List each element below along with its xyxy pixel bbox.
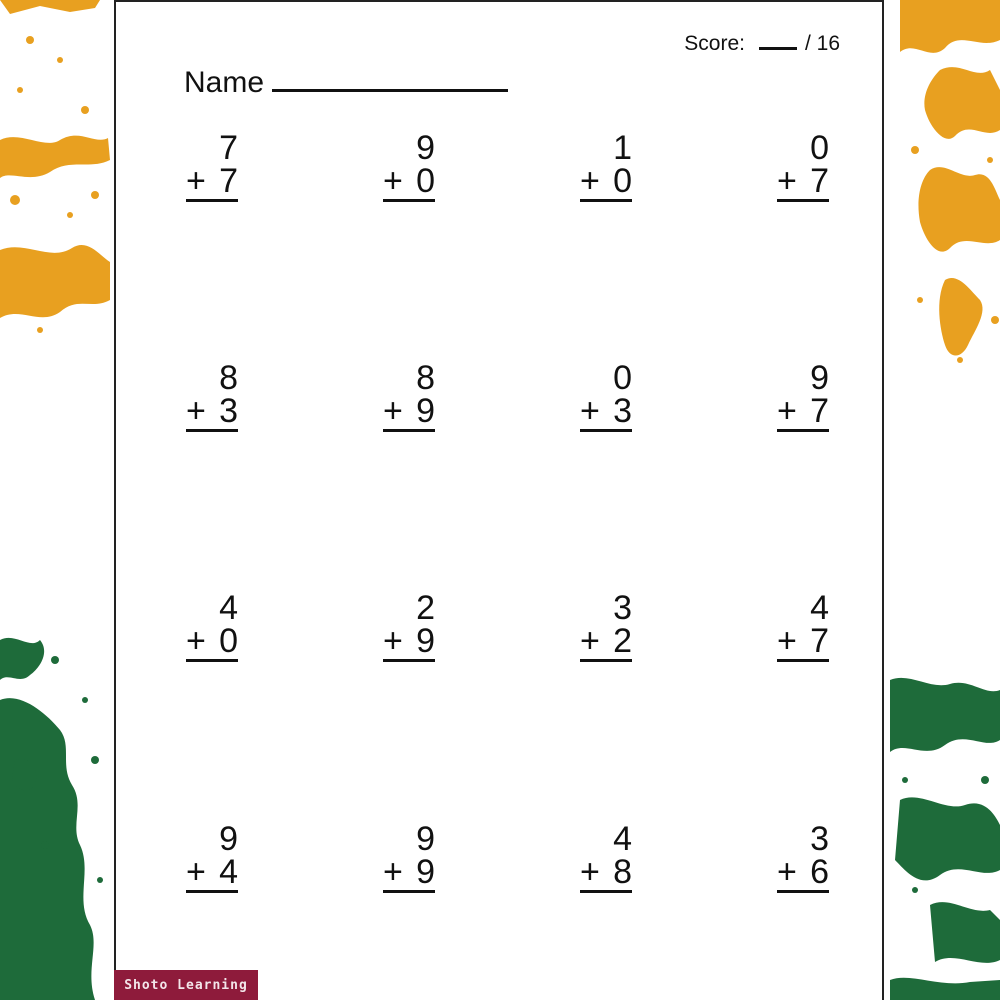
addition-problem — [383, 820, 435, 893]
plus-sign: + — [383, 162, 403, 200]
problem-bottom-row — [777, 392, 829, 432]
problem-top-number: 9 — [219, 820, 238, 858]
green-splatter-left — [0, 638, 103, 1000]
addition-problem — [580, 129, 632, 202]
plus-sign: + — [186, 622, 206, 660]
plus-sign: + — [580, 162, 600, 200]
problem-bottom-row — [186, 162, 238, 202]
problem-bottom-number: 6 — [810, 853, 829, 891]
addition-problem — [383, 589, 435, 662]
problem-bottom-row — [186, 853, 238, 893]
plus-sign: + — [186, 853, 206, 891]
plus-sign: + — [580, 392, 600, 430]
plus-sign: + — [383, 853, 403, 891]
problem-top-number: 2 — [416, 589, 435, 627]
addition-problem — [186, 359, 238, 432]
problem-top-number: 4 — [613, 820, 632, 858]
problem-bottom-row — [580, 622, 632, 662]
problem-bottom-row — [383, 622, 435, 662]
problem-top-number: 7 — [219, 129, 238, 167]
score-blank-line — [759, 33, 797, 50]
problem-bottom-row — [383, 392, 435, 432]
plus-sign: + — [383, 622, 403, 660]
problem-top-number: 9 — [416, 820, 435, 858]
plus-sign: + — [186, 392, 206, 430]
problem-bottom-row — [777, 162, 829, 202]
addition-problem — [580, 589, 632, 662]
plus-sign: + — [777, 853, 797, 891]
problem-bottom-number: 0 — [219, 622, 238, 660]
addition-problem — [383, 359, 435, 432]
problem-bottom-number: 3 — [613, 392, 632, 430]
problem-bottom-number: 7 — [219, 162, 238, 200]
problem-bottom-row — [580, 162, 632, 202]
plus-sign: + — [580, 622, 600, 660]
green-splatter-right — [890, 678, 1000, 1000]
problem-bottom-row — [580, 853, 632, 893]
name-label: Name — [184, 66, 265, 99]
addition-problem — [383, 129, 435, 202]
problem-bottom-number: 2 — [613, 622, 632, 660]
plus-sign: + — [777, 622, 797, 660]
problem-bottom-row — [186, 622, 238, 662]
score-label: Score: — [684, 32, 745, 55]
brand-label: Shoto Learning — [114, 970, 258, 1000]
problem-bottom-number: 8 — [613, 853, 632, 891]
problem-top-number: 3 — [810, 820, 829, 858]
problem-bottom-row — [777, 622, 829, 662]
plus-sign: + — [383, 392, 403, 430]
problem-bottom-row — [383, 853, 435, 893]
addition-problem — [580, 359, 632, 432]
addition-problem — [777, 359, 829, 432]
plus-sign: + — [580, 853, 600, 891]
problem-bottom-number: 7 — [810, 392, 829, 430]
problem-bottom-number: 4 — [219, 853, 238, 891]
plus-sign: + — [777, 162, 797, 200]
problem-bottom-number: 0 — [416, 162, 435, 200]
problem-bottom-number: 9 — [416, 392, 435, 430]
problem-bottom-row — [383, 162, 435, 202]
problem-bottom-row — [186, 392, 238, 432]
score-field — [684, 32, 840, 56]
problem-top-number: 4 — [810, 589, 829, 627]
problem-top-number: 8 — [219, 359, 238, 397]
problem-top-number: 1 — [613, 129, 632, 167]
problem-bottom-number: 7 — [810, 162, 829, 200]
name-field — [184, 66, 508, 100]
problem-bottom-number: 9 — [416, 853, 435, 891]
problem-top-number: 9 — [810, 359, 829, 397]
problem-top-number: 4 — [219, 589, 238, 627]
name-blank-line — [272, 69, 508, 92]
score-total: / 16 — [804, 32, 840, 55]
problem-bottom-row — [580, 392, 632, 432]
problem-bottom-row — [777, 853, 829, 893]
addition-problem — [777, 820, 829, 893]
problem-bottom-number: 3 — [219, 392, 238, 430]
problem-top-number: 8 — [416, 359, 435, 397]
addition-problem — [186, 129, 238, 202]
addition-problem — [186, 820, 238, 893]
problem-top-number: 3 — [613, 589, 632, 627]
orange-splatter-left — [0, 0, 110, 333]
addition-problem — [777, 589, 829, 662]
plus-sign: + — [186, 162, 206, 200]
orange-splatter-right — [900, 0, 1000, 363]
problem-bottom-number: 7 — [810, 622, 829, 660]
addition-problem — [186, 589, 238, 662]
problem-bottom-number: 0 — [613, 162, 632, 200]
problem-top-number: 0 — [810, 129, 829, 167]
problem-bottom-number: 9 — [416, 622, 435, 660]
addition-problem — [777, 129, 829, 202]
worksheet-page — [114, 0, 884, 1000]
problem-top-number: 9 — [416, 129, 435, 167]
plus-sign: + — [777, 392, 797, 430]
addition-problem — [580, 820, 632, 893]
problem-top-number: 0 — [613, 359, 632, 397]
